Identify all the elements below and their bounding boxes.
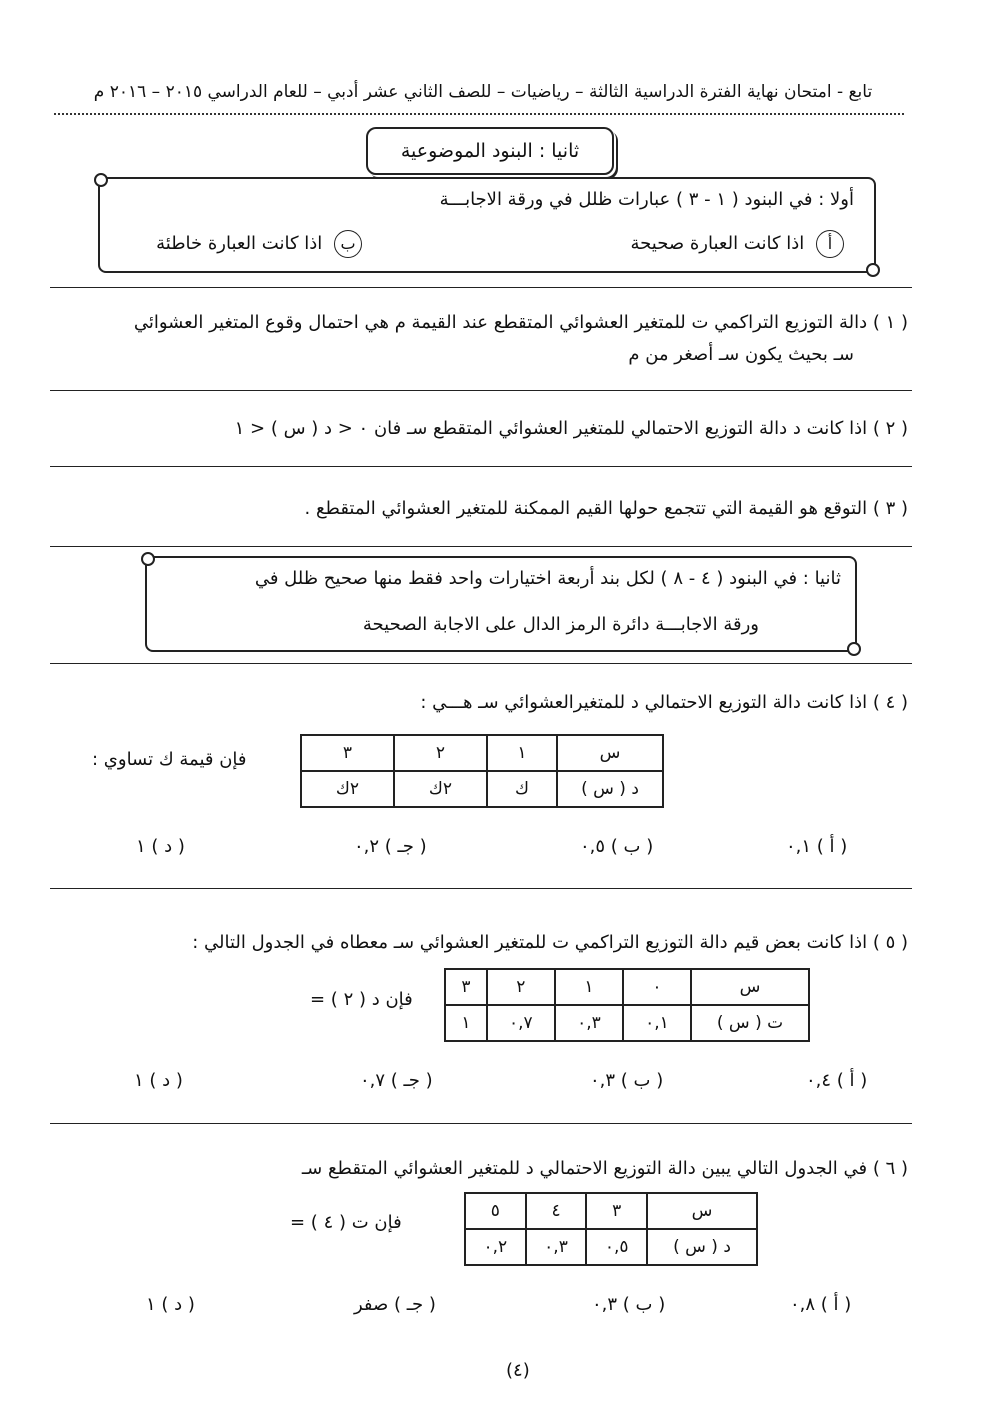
part1-instruction: أولا : في البنود ( ١ - ٣ ) عبارات ظلل في ورقة الاجابـــة (439, 189, 854, 210)
option-false (156, 229, 362, 259)
table-cell: د ( س ) (647, 1229, 757, 1265)
q5-option-a[interactable]: ( أ ) ٠,٤ (806, 1070, 868, 1091)
divider (50, 663, 912, 664)
question-number: ( ٦ ) (872, 1158, 908, 1179)
section-title: ثانيا : البنود الموضوعية (366, 127, 614, 175)
table-cell: س (557, 735, 663, 771)
table-cell: ٣ (445, 969, 487, 1005)
question-text: التوقع هو القيمة التي تتجمع حولها القيم الممكنة للمتغير العشوائي المتقطع . (304, 498, 868, 519)
option-b-symbol: ب (334, 230, 362, 258)
divider (50, 390, 912, 391)
question-text: اذا كانت د دالة التوزيع الاحتمالي للمتغير العشوائي المتقطع سـ فان ٠ < د ( س ) < ١ (234, 418, 868, 439)
q4-option-b[interactable]: ( ب ) ٠,٥ (580, 836, 654, 857)
part2-line2: ورقة الاجابـــة دائرة الرمز الدال على الاجابة الصحيحة (362, 614, 759, 635)
q5-prompt: فإن د ( ٢ ) = (310, 989, 413, 1010)
header-divider (54, 113, 904, 115)
q4-prompt: فإن قيمة ك تساوي : (92, 749, 247, 770)
question-2 (68, 414, 908, 444)
question-number: ( ١ ) (872, 312, 908, 333)
table-cell: ٠,٧ (487, 1005, 555, 1041)
question-number: ( ٤ ) (872, 692, 908, 713)
divider (50, 888, 912, 889)
question-text: دالة التوزيع التراكمي ت للمتغير العشوائي المتقطع عند القيمة م هي احتمال وقوع المتغير العشوائي (133, 312, 868, 333)
divider (50, 287, 912, 288)
q5-option-b[interactable]: ( ب ) ٠,٣ (590, 1070, 664, 1091)
question-5 (78, 928, 908, 958)
table-cell: ٥ (465, 1193, 526, 1229)
table-cell: ٠ (623, 969, 691, 1005)
question-6 (78, 1154, 908, 1184)
q6-table (464, 1192, 758, 1266)
option-true (631, 229, 844, 259)
table-cell: ٢ك (301, 771, 394, 807)
q6-prompt: فإن ت ( ٤ ) = (290, 1212, 402, 1233)
table-cell: ٠,٣ (555, 1005, 623, 1041)
table-cell: ت ( س ) (691, 1005, 809, 1041)
table-cell: ٠,٣ (526, 1229, 587, 1265)
option-a-text: اذا كانت العبارة صحيحة (630, 233, 805, 254)
question-number: ( ٣ ) (872, 498, 908, 519)
q4-option-c[interactable]: ( جـ ) ٠,٢ (354, 836, 427, 857)
part1-instruction-box (98, 177, 876, 273)
exam-header: تابع - امتحان نهاية الفترة الدراسية الثالثة – رياضيات – للصف الثاني عشر أدبي – للعام الدراسي ٢٠١٥ – ٢٠١٦ م (93, 82, 873, 102)
table-cell: ٢ك (394, 771, 487, 807)
q5-option-c[interactable]: ( جـ ) ٠,٧ (360, 1070, 433, 1091)
table-cell: ٢ (487, 969, 555, 1005)
question-number: ( ٢ ) (872, 418, 908, 439)
q6-option-a[interactable]: ( أ ) ٠,٨ (790, 1294, 852, 1315)
table-cell: ٢ (394, 735, 487, 771)
table-cell: ١ (487, 735, 557, 771)
q5-table (444, 968, 810, 1042)
divider (50, 546, 912, 547)
question-text: اذا كانت بعض قيم دالة التوزيع التراكمي ت للمتغير العشوائي سـ معطاه في الجدول التالي : (192, 932, 868, 953)
question-3 (68, 494, 908, 524)
question-text: في الجدول التالي يبين دالة التوزيع الاحتمالي د للمتغير العشوائي المتقطع سـ (301, 1158, 868, 1179)
table-cell: ٤ (526, 1193, 587, 1229)
table-cell: ٠,١ (623, 1005, 691, 1041)
question-1-line2: سـ بحيث يكون سـ أصغر من م (628, 344, 854, 365)
table-cell: ٣ (586, 1193, 647, 1229)
q6-option-c[interactable]: ( جـ ) صفر (354, 1294, 436, 1315)
q6-option-b[interactable]: ( ب ) ٠,٣ (592, 1294, 666, 1315)
q4-table (300, 734, 664, 808)
q4-option-d[interactable]: ( د ) ١ (136, 836, 185, 857)
table-cell: ٠,٥ (586, 1229, 647, 1265)
question-1 (58, 308, 908, 338)
divider (50, 466, 912, 467)
option-a-symbol: أ (816, 230, 844, 258)
table-cell: س (647, 1193, 757, 1229)
table-cell: س (691, 969, 809, 1005)
option-b-text: اذا كانت العبارة خاطئة (156, 233, 323, 254)
table-cell: د ( س ) (557, 771, 663, 807)
q5-option-d[interactable]: ( د ) ١ (134, 1070, 183, 1091)
table-cell: ١ (555, 969, 623, 1005)
question-number: ( ٥ ) (872, 932, 908, 953)
table-cell: ٠,٢ (465, 1229, 526, 1265)
question-text: اذا كانت دالة التوزيع الاحتمالي د للمتغيرالعشوائي سـ هـــي : (420, 692, 868, 713)
table-cell: ١ (445, 1005, 487, 1041)
divider (50, 1123, 912, 1124)
q4-option-a[interactable]: ( أ ) ٠,١ (786, 836, 848, 857)
question-4 (108, 688, 908, 718)
q6-option-d[interactable]: ( د ) ١ (146, 1294, 195, 1315)
part2-instruction-box (145, 556, 857, 652)
part2-line1: ثانيا : في البنود ( ٤ - ٨ ) لكل بند أربعة اختيارات واحد فقط منها صحيح ظلل في (254, 568, 841, 589)
page-number: (٤) (506, 1360, 530, 1381)
table-cell: ٣ (301, 735, 394, 771)
table-cell: ك (487, 771, 557, 807)
